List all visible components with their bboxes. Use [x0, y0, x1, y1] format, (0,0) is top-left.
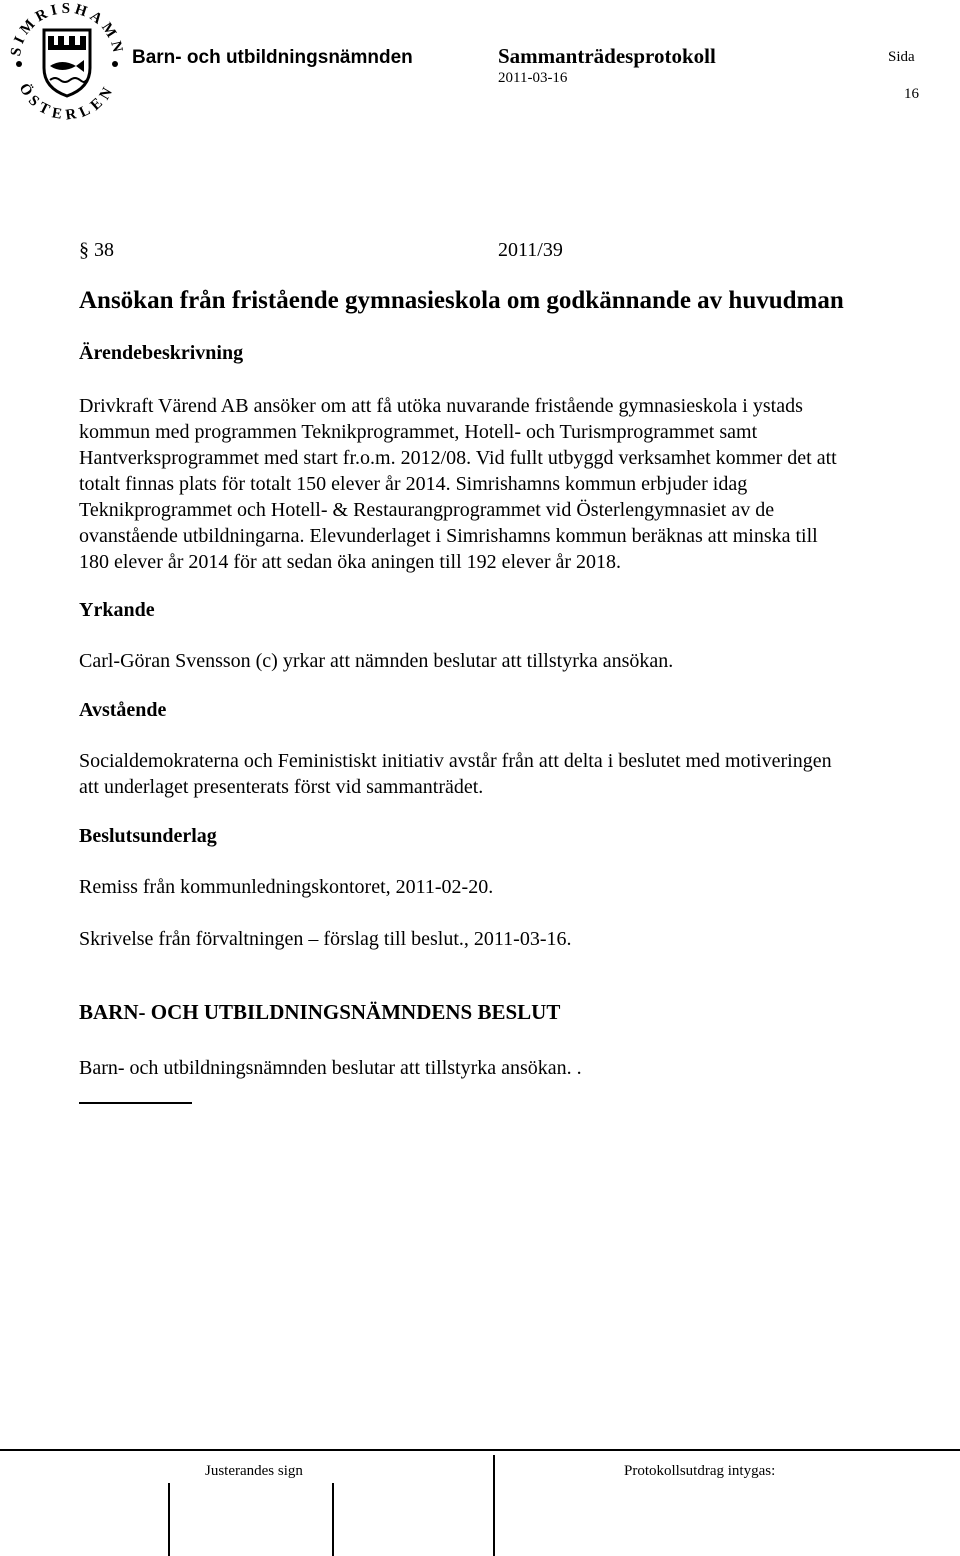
seal-bottom-text: ÖSTERLEN: [15, 80, 119, 120]
paragraph-line: Socialdemokraterna och Feministiskt initiativ avstår från att delta i beslutet med motiveringen: [79, 750, 832, 772]
paragraph-line: 180 elever år 2014 för att sedan öka aningen till 192 elever år 2018.: [79, 551, 622, 573]
protokollsutdrag-label: Protokollsutdrag intygas:: [624, 1463, 776, 1479]
document-type: Sammanträdesprotokoll: [498, 44, 716, 68]
avstaende-heading: Avstående: [79, 699, 167, 721]
case-number: 2011/39: [498, 239, 563, 261]
section-number-line: [79, 237, 114, 263]
beslut-text: Barn- och utbildningsnämnden beslutar att tillstyrka ansökan. .: [79, 1057, 582, 1079]
item-title: Ansökan från fristående gymnasieskola om godkännande av huvudman: [79, 287, 844, 314]
arende-paragraph: [79, 393, 837, 575]
committee-name: Barn- och utbildningsnämnden: [132, 47, 413, 68]
page-number: 16: [904, 86, 919, 102]
municipal-seal-logo: [6, 2, 128, 120]
meeting-date: 2011-03-16: [498, 70, 568, 86]
paragraph-line: Hantverksprogrammet med start fr.o.m. 2012/08. Vid fullt utbyggd verksamhet kommer det att: [79, 447, 837, 469]
end-rule: [79, 1102, 192, 1104]
footer-divider: [493, 1455, 495, 1556]
signature-box-divider: [332, 1483, 334, 1556]
svg-text:ÖSTERLEN: [16, 80, 119, 120]
paragraph-line: att underlaget presenterats först vid sammanträdet.: [79, 776, 484, 798]
footer-rule: [0, 1449, 960, 1451]
paragraph-line: kommun med programmen Teknikprogrammet, Hotell- och Turismprogrammet samt: [79, 421, 758, 443]
paragraph-line: Teknikprogrammet och Hotell- & Restaurangprogrammet vid Österlengymnasiet av de: [79, 499, 775, 521]
beslutsunderlag-item: Remiss från kommunledningskontoret, 2011-02-20.: [79, 876, 494, 898]
section-symbol: §: [79, 239, 89, 261]
beslut-heading: BARN- OCH UTBILDNINGSNÄMNDENS BESLUT: [79, 1000, 561, 1024]
beslutsunderlag-heading: Beslutsunderlag: [79, 825, 217, 847]
yrkande-heading: Yrkande: [79, 599, 155, 621]
seal-top-text: SIMRISHAMN: [7, 2, 127, 58]
section-number: 38: [94, 239, 114, 261]
justerandes-sign-label: Justerandes sign: [205, 1463, 303, 1479]
paragraph-line: Drivkraft Värend AB ansöker om att få utöka nuvarande fristående gymnasieskola i ystads: [79, 395, 803, 417]
paragraph-line: ovanstående utbildningarna. Elevunderlaget i Simrishamns kommun beräknas att minska till: [79, 525, 818, 547]
avstaende-paragraph: [79, 748, 832, 800]
beslutsunderlag-item: Skrivelse från förvaltningen – förslag till beslut., 2011-03-16.: [79, 928, 572, 950]
signature-box-divider: [168, 1483, 170, 1556]
paragraph-line: totalt finnas plats för totalt 150 elever år 2014. Simrishamns kommun erbjuder idag: [79, 473, 748, 495]
page-label: Sida: [888, 49, 915, 65]
yrkande-text: Carl-Göran Svensson (c) yrkar att nämnden beslutar att tillstyrka ansökan.: [79, 650, 674, 672]
arende-heading: Ärendebeskrivning: [79, 342, 244, 364]
